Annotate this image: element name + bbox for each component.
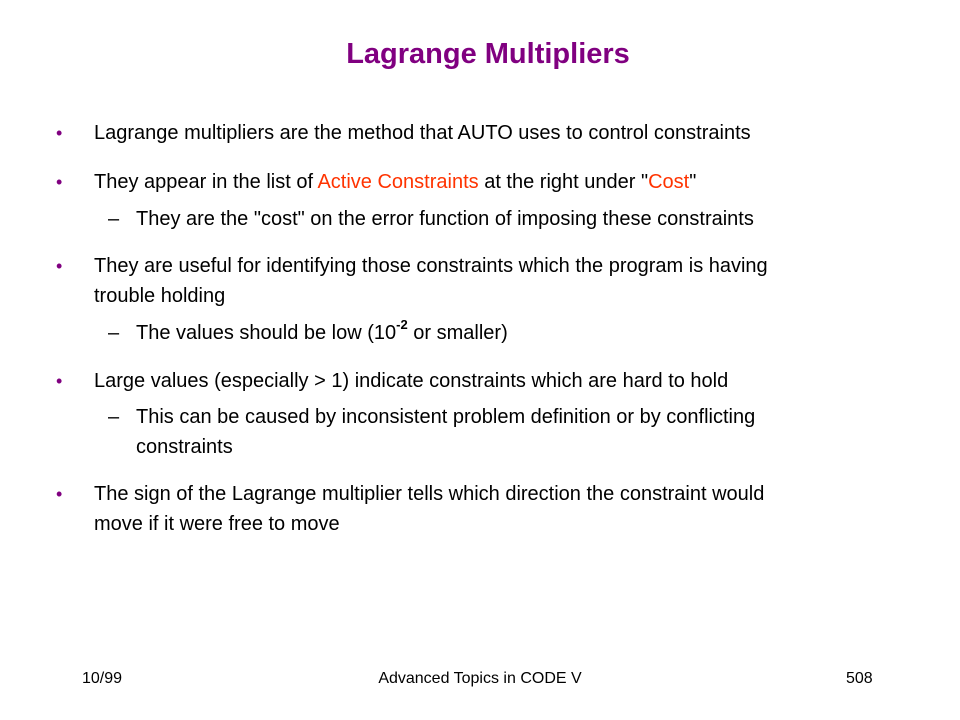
- sub-item-text: [136, 318, 916, 348]
- footer-course-title: Advanced Topics in CODE V: [378, 670, 582, 687]
- text-segment: The values should be low (10: [136, 322, 397, 344]
- text-segment: or smaller): [407, 322, 508, 344]
- bullet-marker: •: [56, 371, 63, 391]
- highlight-cost: Cost: [648, 171, 690, 193]
- text-line: trouble holding: [94, 285, 226, 307]
- slide-title: Lagrange Multipliers: [346, 38, 630, 70]
- text-line: They are useful for identifying those constraints which the program is having: [94, 255, 768, 277]
- text-segment: at the right under ": [478, 171, 649, 193]
- bullet-marker: •: [56, 484, 63, 504]
- bullet-text: [94, 251, 924, 311]
- dash-marker: –: [108, 208, 120, 230]
- bullet-marker: •: [56, 172, 63, 192]
- bullet-marker: •: [56, 123, 63, 143]
- bullet-text: [94, 479, 924, 539]
- dash-marker: –: [108, 406, 120, 428]
- bullet-marker: •: [56, 256, 63, 276]
- text-line: The sign of the Lagrange multiplier tells which direction the constraint would: [94, 483, 765, 505]
- exponent: -2: [396, 317, 408, 333]
- text-line: constraints: [136, 436, 233, 458]
- sub-item-text: [136, 402, 916, 462]
- text-segment: They appear in the list of: [94, 171, 318, 193]
- sub-item-text: They are the "cost" on the error function of imposing these constraints: [136, 208, 754, 230]
- bullet-text: Large values (especially > 1) indicate constraints which are hard to hold: [94, 370, 729, 392]
- text-line: This can be caused by inconsistent problem definition or by conflicting: [136, 406, 756, 428]
- dash-marker: –: [108, 322, 120, 344]
- footer-page-number: 508: [846, 670, 873, 687]
- highlight-active-constraints: Active Constraints: [317, 171, 479, 193]
- bullet-text: Lagrange multipliers are the method that AUTO uses to control constraints: [94, 122, 751, 144]
- text-segment: ": [689, 171, 697, 193]
- footer-date: 10/99: [82, 670, 123, 687]
- bullet-text: [94, 167, 924, 197]
- text-line: move if it were free to move: [94, 513, 340, 535]
